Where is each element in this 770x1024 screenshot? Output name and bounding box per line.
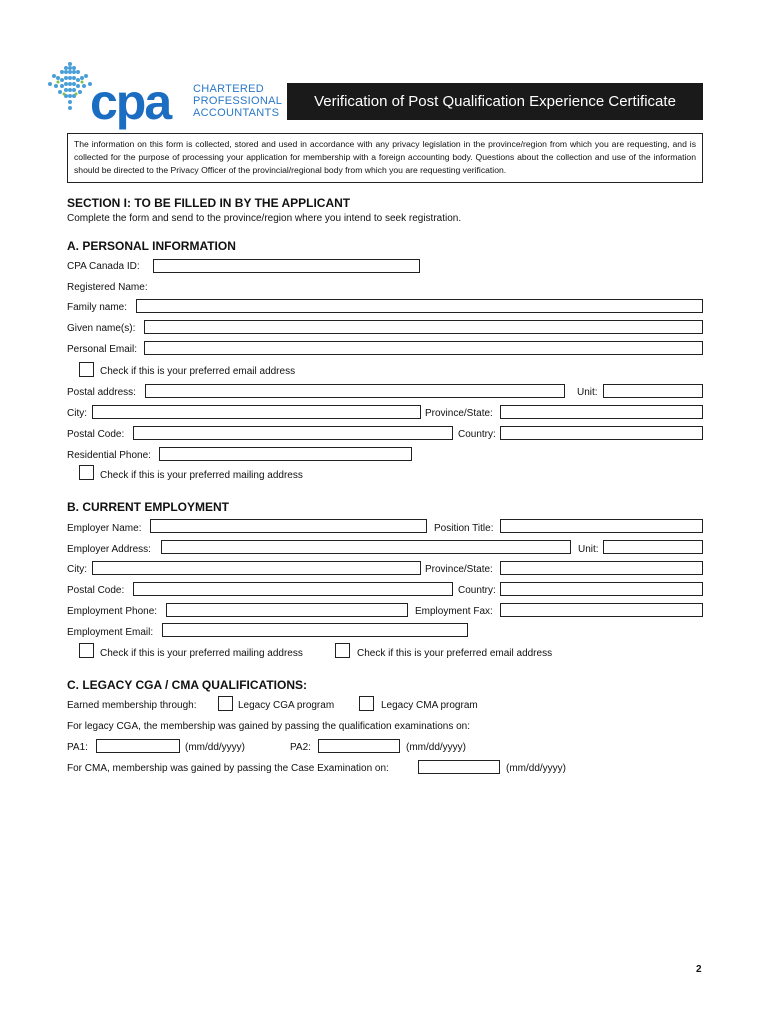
logo-tagline: CHARTERED PROFESSIONAL ACCOUNTANTS — [193, 83, 283, 119]
pa1-date-input[interactable] — [96, 739, 180, 753]
employment-fax-input[interactable] — [500, 603, 703, 617]
pa2-label: PA2: — [290, 742, 311, 753]
employer-unit-label: Unit: — [578, 544, 599, 555]
employer-preferred-mailing-label: Check if this is your preferred mailing address — [100, 648, 303, 659]
city-input[interactable] — [92, 405, 421, 419]
registered-name-label: Registered Name: — [67, 282, 148, 293]
employer-country-label: Country: — [458, 585, 496, 596]
legacy-cga-checkbox[interactable] — [218, 696, 233, 711]
position-title-label: Position Title: — [434, 523, 494, 534]
employment-fax-label: Employment Fax: — [415, 606, 493, 617]
province-input[interactable] — [500, 405, 703, 419]
employment-phone-label: Employment Phone: — [67, 606, 158, 617]
family-name-input[interactable] — [136, 299, 703, 313]
employment-email-input[interactable] — [162, 623, 468, 637]
legacy-cma-checkbox[interactable] — [359, 696, 374, 711]
residential-phone-label: Residential Phone: — [67, 450, 151, 461]
family-name-label: Family name: — [67, 302, 128, 313]
city-label: City: — [67, 408, 87, 419]
residential-phone-input[interactable] — [159, 447, 412, 461]
preferred-email-checkbox[interactable] — [79, 362, 94, 377]
preferred-email-label: Check if this is your preferred email address — [100, 366, 296, 377]
cma-date-input[interactable] — [418, 760, 500, 774]
unit-input[interactable] — [603, 384, 703, 398]
employer-preferred-email-label: Check if this is your preferred email address — [357, 648, 553, 659]
cpa-id-input[interactable] — [153, 259, 420, 273]
employer-postal-code-label: Postal Code: — [67, 585, 125, 596]
employment-phone-input[interactable] — [166, 603, 408, 617]
employer-address-label: Employer Address: — [67, 544, 151, 555]
privacy-notice: The information on this form is collected, stored and used in accordance with any privacy legislation in the province/region from which you are requesting, and is collected for the purpose of processing your application for membership with a foreign accounting body. Questions about the collection and use of the information should be directed to the Privacy Officer of the provincial/regional body from which you are requesting verification. — [67, 133, 703, 183]
country-label: Country: — [458, 429, 496, 440]
section-1-title: SECTION I: TO BE FILLED IN BY THE APPLICANT — [67, 196, 351, 210]
employer-name-input[interactable] — [150, 519, 427, 533]
legacy-cga-label: Legacy CGA program — [238, 700, 335, 711]
employer-unit-input[interactable] — [603, 540, 703, 554]
postal-code-input[interactable] — [133, 426, 453, 440]
cga-note: For legacy CGA, the membership was gained by passing the qualification examinations on: — [67, 721, 470, 732]
earned-through-label: Earned membership through: — [67, 700, 197, 711]
legacy-title: C. LEGACY CGA / CMA QUALIFICATIONS: — [67, 678, 307, 692]
employer-city-label: City: — [67, 564, 87, 575]
pa2-date-format: (mm/dd/yyyy) — [406, 742, 466, 753]
personal-email-label: Personal Email: — [67, 344, 138, 355]
employer-province-label: Province/State: — [425, 564, 493, 575]
employer-country-input[interactable] — [500, 582, 703, 596]
personal-email-input[interactable] — [144, 341, 703, 355]
postal-address-input[interactable] — [145, 384, 565, 398]
section-1-instruction: Complete the form and send to the province/region where you intend to seek registration. — [67, 213, 462, 224]
given-names-label: Given name(s): — [67, 323, 136, 334]
employer-preferred-mailing-checkbox[interactable] — [79, 643, 94, 658]
employer-name-label: Employer Name: — [67, 523, 142, 534]
cma-date-format: (mm/dd/yyyy) — [506, 763, 566, 774]
employer-city-input[interactable] — [92, 561, 421, 575]
preferred-mailing-checkbox[interactable] — [79, 465, 94, 480]
legacy-cma-label: Legacy CMA program — [381, 700, 478, 711]
preferred-mailing-label: Check if this is your preferred mailing address — [100, 470, 303, 481]
pa1-label: PA1: — [67, 742, 88, 753]
given-names-input[interactable] — [144, 320, 703, 334]
personal-info-title: A. PERSONAL INFORMATION — [67, 239, 236, 253]
employment-title: B. CURRENT EMPLOYMENT — [67, 500, 229, 514]
unit-label: Unit: — [577, 387, 598, 398]
postal-address-label: Postal address: — [67, 387, 136, 398]
employer-postal-code-input[interactable] — [133, 582, 453, 596]
province-label: Province/State: — [425, 408, 493, 419]
country-input[interactable] — [500, 426, 703, 440]
maple-leaf-icon — [46, 58, 94, 114]
postal-code-label: Postal Code: — [67, 429, 125, 440]
employment-email-label: Employment Email: — [67, 627, 154, 638]
position-title-input[interactable] — [500, 519, 703, 533]
pa2-date-input[interactable] — [318, 739, 400, 753]
form-title: Verification of Post Qualification Experience Certificate — [287, 83, 703, 120]
employer-address-input[interactable] — [161, 540, 571, 554]
employer-province-input[interactable] — [500, 561, 703, 575]
cpa-wordmark: cpa — [90, 74, 171, 130]
page-number: 2 — [696, 964, 702, 975]
pa1-date-format: (mm/dd/yyyy) — [185, 742, 245, 753]
employer-preferred-email-checkbox[interactable] — [335, 643, 350, 658]
cma-note: For CMA, membership was gained by passing the Case Examination on: — [67, 763, 389, 774]
cpa-id-label: CPA Canada ID: — [67, 261, 140, 272]
